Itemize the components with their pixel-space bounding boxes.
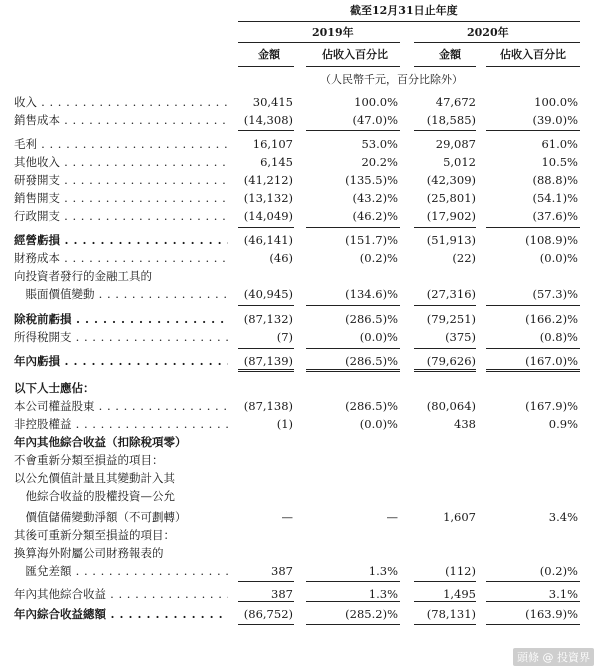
percent-cell: (0.0)% (539, 251, 578, 265)
percent-cell: 20.2% (361, 155, 398, 169)
row-label: 以公允價值計量且其變動計入其 (14, 471, 175, 485)
amount-cell: 1,607 (443, 510, 476, 524)
percent-cell: (167.9)% (525, 399, 578, 413)
amount-cell: 29,087 (435, 137, 476, 151)
row-label: 年內虧損 . . . (14, 354, 228, 368)
pct-col-rule-2019 (306, 66, 400, 67)
amount-col-rule-2020 (414, 66, 476, 67)
subtotal-rule (414, 227, 476, 228)
amount-cell: (1) (276, 417, 293, 431)
percent-cell: 3.4% (548, 510, 578, 524)
year-2020-heading: 2020年 (467, 26, 509, 39)
percent-cell: (37.6)% (532, 209, 578, 223)
percent-cell: (0.0)% (359, 417, 398, 431)
subtotal-rule (306, 601, 400, 602)
amount-cell: (87,139) (243, 354, 293, 368)
amount-cell: 387 (271, 587, 293, 601)
row-label: 不會重新分類至損益的項目： (14, 453, 164, 467)
amount-cell: (79,251) (426, 312, 476, 326)
subtotal-rule (486, 601, 580, 602)
amount-cell: (42,309) (426, 173, 476, 187)
amount-cell: (375) (445, 330, 476, 344)
percent-cell: (285.2)% (345, 607, 398, 621)
unit-note: （人民幣千元，百分比除外） (320, 73, 463, 86)
subtotal-rule (486, 227, 580, 228)
amount-cell: 30,415 (252, 95, 293, 109)
percent-cell: (167.0)% (525, 354, 578, 368)
amount-cell: (25,801) (426, 191, 476, 205)
row-label: 銷售開支 . . . (14, 191, 228, 205)
subtotal-rule (306, 581, 400, 582)
year-2020-rule (414, 42, 580, 43)
subtotal-rule (238, 305, 294, 306)
percent-cell: (0.0)% (359, 330, 398, 344)
percent-cell: (286.5)% (345, 312, 398, 326)
row-label: 收入 . . . (14, 95, 228, 109)
watermark: 頭條 @ 投資界 (513, 648, 594, 666)
row-label: 財務成本 . . . (14, 251, 228, 265)
row-label: 本公司權益股東 . . . (14, 399, 228, 413)
row-label: 所得稅開支 . . . (14, 330, 228, 344)
amount-col-rule-2019 (238, 66, 294, 67)
subtotal-rule (414, 369, 476, 370)
row-label: 研發開支 . . . (14, 173, 228, 187)
amount-cell: (80,064) (426, 399, 476, 413)
subtotal-rule (414, 130, 476, 131)
subtotal-rule (238, 581, 294, 582)
percent-cell: 10.5% (541, 155, 578, 169)
subtotal-rule (486, 369, 580, 370)
amount-cell: (18,585) (426, 113, 476, 127)
subtotal-rule (486, 624, 580, 625)
amount-cell: (14,308) (243, 113, 293, 127)
subtotal-rule (238, 369, 294, 370)
percent-cell: (163.9)% (525, 607, 578, 621)
row-label: 他綜合收益的股權投資—公允 (14, 489, 175, 503)
subtotal-rule (486, 130, 580, 131)
percent-cell: 1.3% (368, 587, 398, 601)
row-label: 年內其他綜合收益（扣除稅項零） (14, 435, 187, 449)
row-label: 年內綜合收益總額 . . . (14, 607, 228, 621)
amount-cell: (51,913) (426, 233, 476, 247)
amount-cell: (86,752) (243, 607, 293, 621)
subtotal-rule (306, 624, 400, 625)
row-label: 向投資者發行的金融工具的 (14, 269, 152, 283)
percent-cell: (286.5)% (345, 354, 398, 368)
amount-cell: (14,049) (243, 209, 293, 223)
subtotal-rule (306, 369, 400, 370)
amount-cell: 438 (454, 417, 476, 431)
amount-cell: 47,672 (435, 95, 476, 109)
pct-col-2019: 佔收入百分比 (322, 48, 388, 61)
subtotal-rule (306, 130, 400, 131)
subtotal-rule (486, 305, 580, 306)
row-label: 賬面價值變動 . . . (14, 287, 228, 301)
subtotal-rule (306, 305, 400, 306)
amount-cell: (46) (269, 251, 293, 265)
percent-cell: (47.0)% (352, 113, 398, 127)
row-label: 其他收入 . . . (14, 155, 228, 169)
percent-cell: (43.2)% (352, 191, 398, 205)
row-label: 年內其他綜合收益 . . . (14, 587, 228, 601)
subtotal-rule (306, 227, 400, 228)
row-label: 換算海外附屬公司財務報表的 (14, 546, 164, 560)
period-rule (238, 21, 580, 22)
subtotal-rule (238, 601, 294, 602)
subtotal-rule (486, 581, 580, 582)
row-label: 其後可重新分類至損益的項目： (14, 528, 175, 542)
percent-cell: 100.0% (534, 95, 578, 109)
pct-col-2020: 佔收入百分比 (500, 48, 566, 61)
percent-cell: (0.2)% (539, 564, 578, 578)
percent-cell: (57.3)% (532, 287, 578, 301)
percent-cell: (166.2)% (525, 312, 578, 326)
percent-cell: 3.1% (548, 587, 578, 601)
subtotal-rule (414, 371, 476, 372)
row-label: 以下人士應佔： (14, 381, 95, 395)
row-label: 經營虧損 . . . (14, 233, 228, 247)
subtotal-rule (238, 227, 294, 228)
amount-cell: 5,012 (443, 155, 476, 169)
year-2019-rule (238, 42, 400, 43)
amount-cell: (22) (452, 251, 476, 265)
amount-cell: (13,132) (243, 191, 293, 205)
amount-cell: (78,131) (426, 607, 476, 621)
year-2019-heading: 2019年 (312, 26, 354, 39)
percent-cell: (151.7)% (345, 233, 398, 247)
amount-cell: (46,141) (243, 233, 293, 247)
percent-cell: (286.5)% (345, 399, 398, 413)
period-heading: 截至12月31日止年度 (350, 4, 458, 17)
row-label: 價值儲備變動淨額（不可劃轉） (14, 510, 187, 524)
subtotal-rule (486, 371, 580, 372)
amount-cell: 16,107 (252, 137, 293, 151)
amount-cell: 387 (271, 564, 293, 578)
row-label: 行政開支 . . . (14, 209, 228, 223)
subtotal-rule (238, 371, 294, 372)
percent-cell: (135.5)% (345, 173, 398, 187)
percent-cell: — (386, 510, 398, 524)
row-label: 匯兌差額 . . . (14, 564, 228, 578)
row-label: 銷售成本 . . . (14, 113, 228, 127)
amount-cell: (87,132) (243, 312, 293, 326)
percent-cell: (108.9)% (525, 233, 578, 247)
subtotal-rule (414, 601, 476, 602)
amount-cell: (40,945) (243, 287, 293, 301)
percent-cell: 0.9% (548, 417, 578, 431)
percent-cell: (88.8)% (532, 173, 578, 187)
percent-cell: (39.0)% (532, 113, 578, 127)
percent-cell: (54.1)% (532, 191, 578, 205)
amount-cell: — (281, 510, 293, 524)
row-label: 毛利 . . . (14, 137, 228, 151)
percent-cell: 100.0% (354, 95, 398, 109)
percent-cell: (46.2)% (352, 209, 398, 223)
amount-cell: (41,212) (243, 173, 293, 187)
percent-cell: 53.0% (361, 137, 398, 151)
subtotal-rule (238, 348, 294, 349)
subtotal-rule (306, 371, 400, 372)
amount-cell: (87,138) (243, 399, 293, 413)
subtotal-rule (414, 581, 476, 582)
amount-cell: 1,495 (443, 587, 476, 601)
amount-cell: (79,626) (426, 354, 476, 368)
amount-cell: (27,316) (426, 287, 476, 301)
amount-col-2020: 金額 (439, 48, 461, 61)
subtotal-rule (414, 348, 476, 349)
percent-cell: (0.8)% (539, 330, 578, 344)
percent-cell: 61.0% (541, 137, 578, 151)
amount-cell: 6,145 (260, 155, 293, 169)
amount-cell: (7) (276, 330, 293, 344)
amount-col-2019: 金額 (258, 48, 280, 61)
subtotal-rule (238, 130, 294, 131)
row-label: 除稅前虧損 . . . (14, 312, 228, 326)
amount-cell: (112) (445, 564, 476, 578)
subtotal-rule (414, 305, 476, 306)
pct-col-rule-2020 (486, 66, 580, 67)
subtotal-rule (306, 348, 400, 349)
percent-cell: (0.2)% (359, 251, 398, 265)
percent-cell: 1.3% (368, 564, 398, 578)
subtotal-rule (486, 348, 580, 349)
subtotal-rule (238, 624, 294, 625)
amount-cell: (17,902) (426, 209, 476, 223)
percent-cell: (134.6)% (345, 287, 398, 301)
row-label: 非控股權益 . . . (14, 417, 228, 431)
subtotal-rule (414, 624, 476, 625)
